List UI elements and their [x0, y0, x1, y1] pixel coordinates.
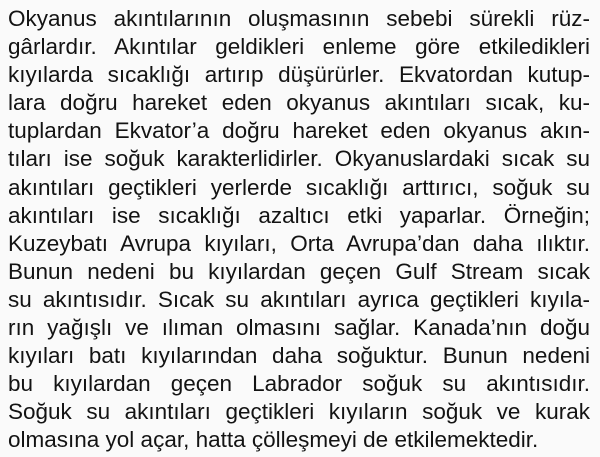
text-line-content: su akıntısıdır. Sıcak su akıntıları ayrıca geçtikleri kıyıla-	[8, 286, 590, 312]
text-line-content: akıntıları ise sıcaklığı azaltıcı etki yaparlar. Örneğin;	[8, 202, 590, 228]
text-line-content: lara doğru hareket eden okyanus akıntıları sıcak, ku-	[8, 90, 590, 116]
text-line	[8, 286, 590, 314]
text-line	[8, 5, 590, 33]
text-line	[8, 230, 590, 258]
text-line	[8, 314, 590, 342]
text-line-content: rın yağışlı ve ılıman olmasını sağlar. Kanada’nın doğu	[8, 315, 590, 341]
text-line	[8, 202, 590, 230]
text-line	[8, 61, 590, 89]
text-line-content: Bunun nedeni bu kıyılardan geçen Gulf Stream sıcak	[8, 258, 590, 284]
text-line	[8, 370, 590, 398]
text-line	[8, 89, 590, 117]
text-line	[8, 342, 590, 370]
text-line	[8, 145, 590, 173]
text-line	[8, 426, 590, 454]
text-line-content: Okyanus akıntılarının oluşmasının sebebi sürekli rüz-	[8, 6, 590, 31]
text-line-content: Soğuk su akıntıları geçtikleri kıyıların soğuk ve kurak	[8, 399, 590, 425]
text-line	[8, 33, 590, 61]
paragraph	[8, 5, 590, 455]
text-line	[8, 258, 590, 286]
text-line-content: gârlardır. Akıntılar geldikleri enleme göre etkiledikleri	[8, 34, 590, 60]
text-line-content: akıntıları geçtikleri yerlerde sıcaklığı arttırıcı, soğuk su	[8, 174, 590, 200]
text-line-content: bu kıyılardan geçen Labrador soğuk su akıntısıdır.	[8, 371, 590, 397]
text-line-content: tıları ise soğuk karakterlidirler. Okyanuslardaki sıcak su	[8, 146, 590, 172]
text-line	[8, 174, 590, 202]
text-line-content: tuplardan Ekvator’a doğru hareket eden okyanus akın-	[8, 118, 590, 144]
text-line-content: olmasına yol açar, hatta çölleşmeyi de etkilemektedir.	[8, 427, 539, 453]
text-line	[8, 117, 590, 145]
text-line	[8, 398, 590, 426]
text-line-content: kıyıları batı kıyılarından daha soğuktur. Bunun nedeni	[8, 343, 590, 369]
text-line-content: kıyılarda sıcaklığı artırıp düşürürler. Ekvatordan kutup-	[8, 62, 590, 88]
text-line-content: Kuzeybatı Avrupa kıyıları, Orta Avrupa’dan daha ılıktır.	[8, 230, 590, 256]
